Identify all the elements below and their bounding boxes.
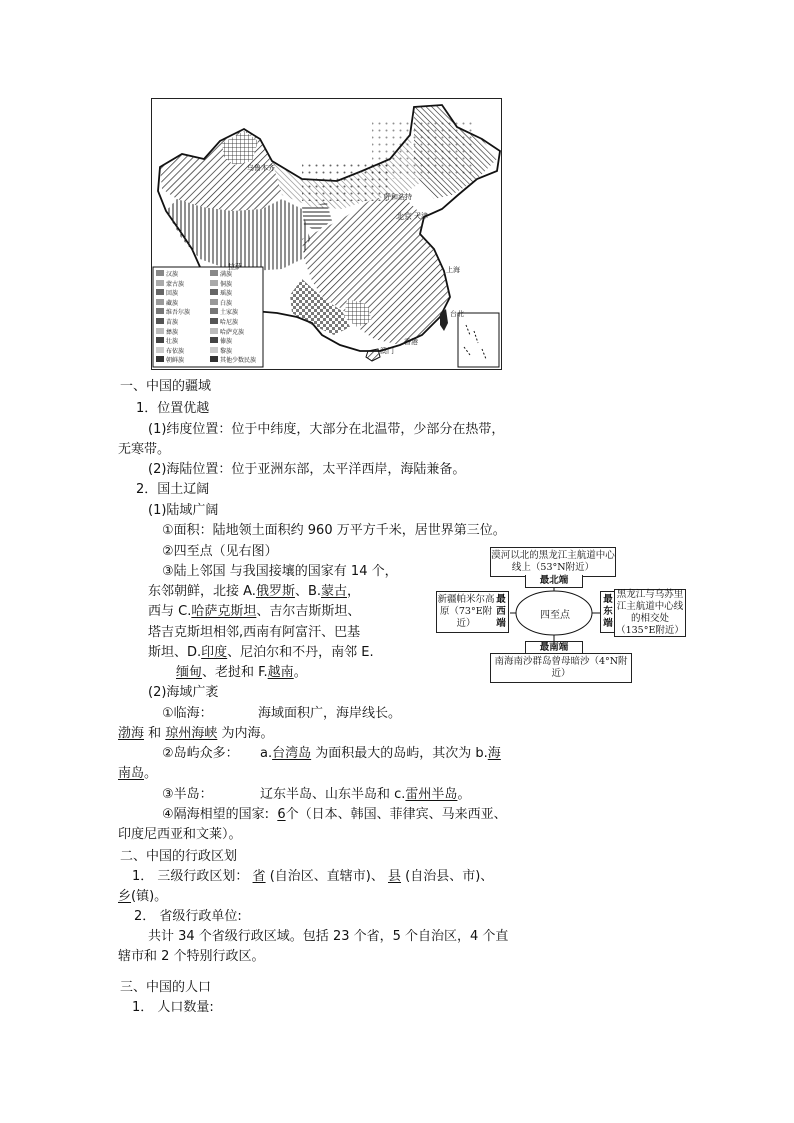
text-line: 塔吉克斯坦相邻,西南有阿富汗、巴基 xyxy=(148,625,361,640)
legend-item: 满族 xyxy=(210,270,264,280)
text-line: 印度尼西亚和文莱）。 xyxy=(118,827,242,842)
text-line: 辖市和 2 个特别行政区。 xyxy=(118,949,265,964)
east-extreme-box: 黑龙江与乌苏里江主航道中心线的相交处（135°E附近） xyxy=(614,589,686,637)
text-line: 海域面积广，海岸线长。 xyxy=(258,706,402,721)
hainan-island xyxy=(366,349,380,361)
answer-blank: 雷州半岛 xyxy=(405,787,458,802)
text-line: 2． 省级行政单位: xyxy=(134,909,242,924)
text-line: (1)陆域广阔 xyxy=(148,503,219,518)
answer-blank: 渤海 xyxy=(118,726,145,741)
text-line: ③陆上邻国 与我国接壤的国家有 14 个， xyxy=(162,564,398,579)
section-heading: 二、中国的行政区划 xyxy=(120,849,238,864)
answer-blank: 哈萨克斯坦 xyxy=(191,604,257,619)
east-label: 最东端 xyxy=(600,591,615,633)
city-label: 台北 xyxy=(450,310,464,318)
text-line: ①面积：陆地领土面积约 960 万平方千米，居世界第三位。 xyxy=(162,523,506,538)
south-label: 最南端 xyxy=(525,641,583,654)
section-heading: 一、中国的疆域 xyxy=(120,379,212,394)
south-extreme-box: 南海南沙群岛曾母暗沙（4°N附近） xyxy=(490,653,632,683)
answer-blank: 海 xyxy=(487,746,501,761)
text-line: ④隔海相望的国家: 6个（日本、韩国、菲律宾、马来西亚、 xyxy=(162,807,507,822)
text-line: 1． 三级行政区划： 省 (自治区、直辖市)、 县 (自治县、市)、 xyxy=(132,869,494,884)
legend-item: 苗族 xyxy=(156,318,206,328)
city-label: 上海 xyxy=(446,266,460,274)
west-extreme-box: 新疆帕米尔高原（73°E附近） xyxy=(436,591,496,633)
answer-blank: 南岛 xyxy=(118,766,145,781)
text-line: a.台湾岛 为面积最大的岛屿，其次为 b.海 xyxy=(260,746,501,761)
text-line: (1)纬度位置：位于中纬度，大部分在北温带，少部分在热带， xyxy=(148,422,505,437)
text-line: ②四至点（见右图） xyxy=(162,544,278,559)
text-line: ①临海： xyxy=(162,706,213,721)
subsection-title: 1．位置优越 xyxy=(136,401,210,416)
answer-blank: 6 xyxy=(277,807,286,822)
city-label: 香港 xyxy=(404,338,418,346)
answer-blank: 蒙古 xyxy=(321,584,348,599)
text-line: 无寒带。 xyxy=(118,442,171,457)
south-sea-inset xyxy=(458,313,499,367)
legend-item: 侗族 xyxy=(210,280,264,290)
answer-blank: 俄罗斯 xyxy=(255,584,295,599)
answer-blank: 缅甸 xyxy=(176,665,203,680)
section-heading: 三、中国的人口 xyxy=(120,980,212,995)
text-line: 斯坦、D.印度、尼泊尔和不丹，南邻 E. xyxy=(148,645,374,660)
legend-item: 土家族 xyxy=(210,308,264,318)
city-label: 乌鲁木齐 xyxy=(247,164,275,172)
north-extreme-box: 漠河以北的黑龙江主航道中心线上（53°N附近） xyxy=(490,547,616,577)
answer-blank: 乡 xyxy=(118,889,132,904)
text-line: 乡(镇)。 xyxy=(118,889,168,904)
legend-item: 傣族 xyxy=(210,337,264,347)
answer-blank: 县 xyxy=(388,869,402,884)
answer-blank: 省 xyxy=(252,869,266,884)
text-line: 渤海 和 琼州海峡 为内海。 xyxy=(118,726,274,741)
west-label: 最西端 xyxy=(494,591,509,633)
text-line: 辽东半岛、山东半岛和 c.雷州半岛。 xyxy=(260,787,471,802)
city-label: 拉萨 xyxy=(228,263,242,271)
text-line: ③半岛： xyxy=(162,787,213,802)
legend-item: 回族 xyxy=(156,289,206,299)
legend-item: 布依族 xyxy=(156,347,206,357)
legend-item: 黎族 xyxy=(210,347,264,357)
text-line: 共计 34 个省级行政区域。包括 23 个省，5 个自治区，4 个直 xyxy=(148,929,509,944)
legend-item: 壮族 xyxy=(156,337,206,347)
legend-item: 彝族 xyxy=(156,328,206,338)
subsection-title: 2．国土辽阔 xyxy=(136,482,210,497)
answer-blank: 印度 xyxy=(201,645,228,660)
text-line: 东邻朝鲜，北接 A.俄罗斯、B.蒙古， xyxy=(148,584,361,599)
legend-item: 朝鲜族 xyxy=(156,356,206,366)
ethnic-distribution-map xyxy=(151,98,502,370)
text-line: ②岛屿众多： xyxy=(162,746,239,761)
legend-item: 汉族 xyxy=(156,270,206,280)
text-line: 南岛。 xyxy=(118,766,158,781)
text-line: (2)海域广袤 xyxy=(148,685,219,700)
legend-item: 藏族 xyxy=(156,299,206,309)
legend-item: 白族 xyxy=(210,299,264,309)
city-label: 北京 xyxy=(396,212,412,221)
answer-blank: 琼州海峡 xyxy=(165,726,218,741)
legend-item: 哈尼族 xyxy=(210,318,264,328)
text-line: 1． 人口数量: xyxy=(132,1000,214,1015)
extreme-points-diagram xyxy=(436,545,686,683)
text-line: (2)海陆位置：位于亚洲东部，太平洋西岸，海陆兼备。 xyxy=(148,462,466,477)
city-label: 天津 xyxy=(414,212,428,220)
legend-item: 其他少数民族 xyxy=(210,356,264,366)
text-line: 缅甸、老挝和 F.越南。 xyxy=(176,665,307,680)
answer-blank: 越南 xyxy=(267,665,294,680)
text-line: 西与 C.哈萨克斯坦、吉尔吉斯斯坦、 xyxy=(148,604,361,619)
city-label: 澳门 xyxy=(380,347,394,355)
north-label: 最北端 xyxy=(525,575,583,588)
answer-blank: 台湾岛 xyxy=(272,746,312,761)
legend-item: 瑶族 xyxy=(210,289,264,299)
legend-item: 哈萨克族 xyxy=(210,328,264,338)
legend-item: 维吾尔族 xyxy=(156,308,206,318)
city-label: 呼和浩特 xyxy=(384,193,412,201)
legend-item: 蒙古族 xyxy=(156,280,206,290)
center-label: 四至点 xyxy=(540,610,570,621)
